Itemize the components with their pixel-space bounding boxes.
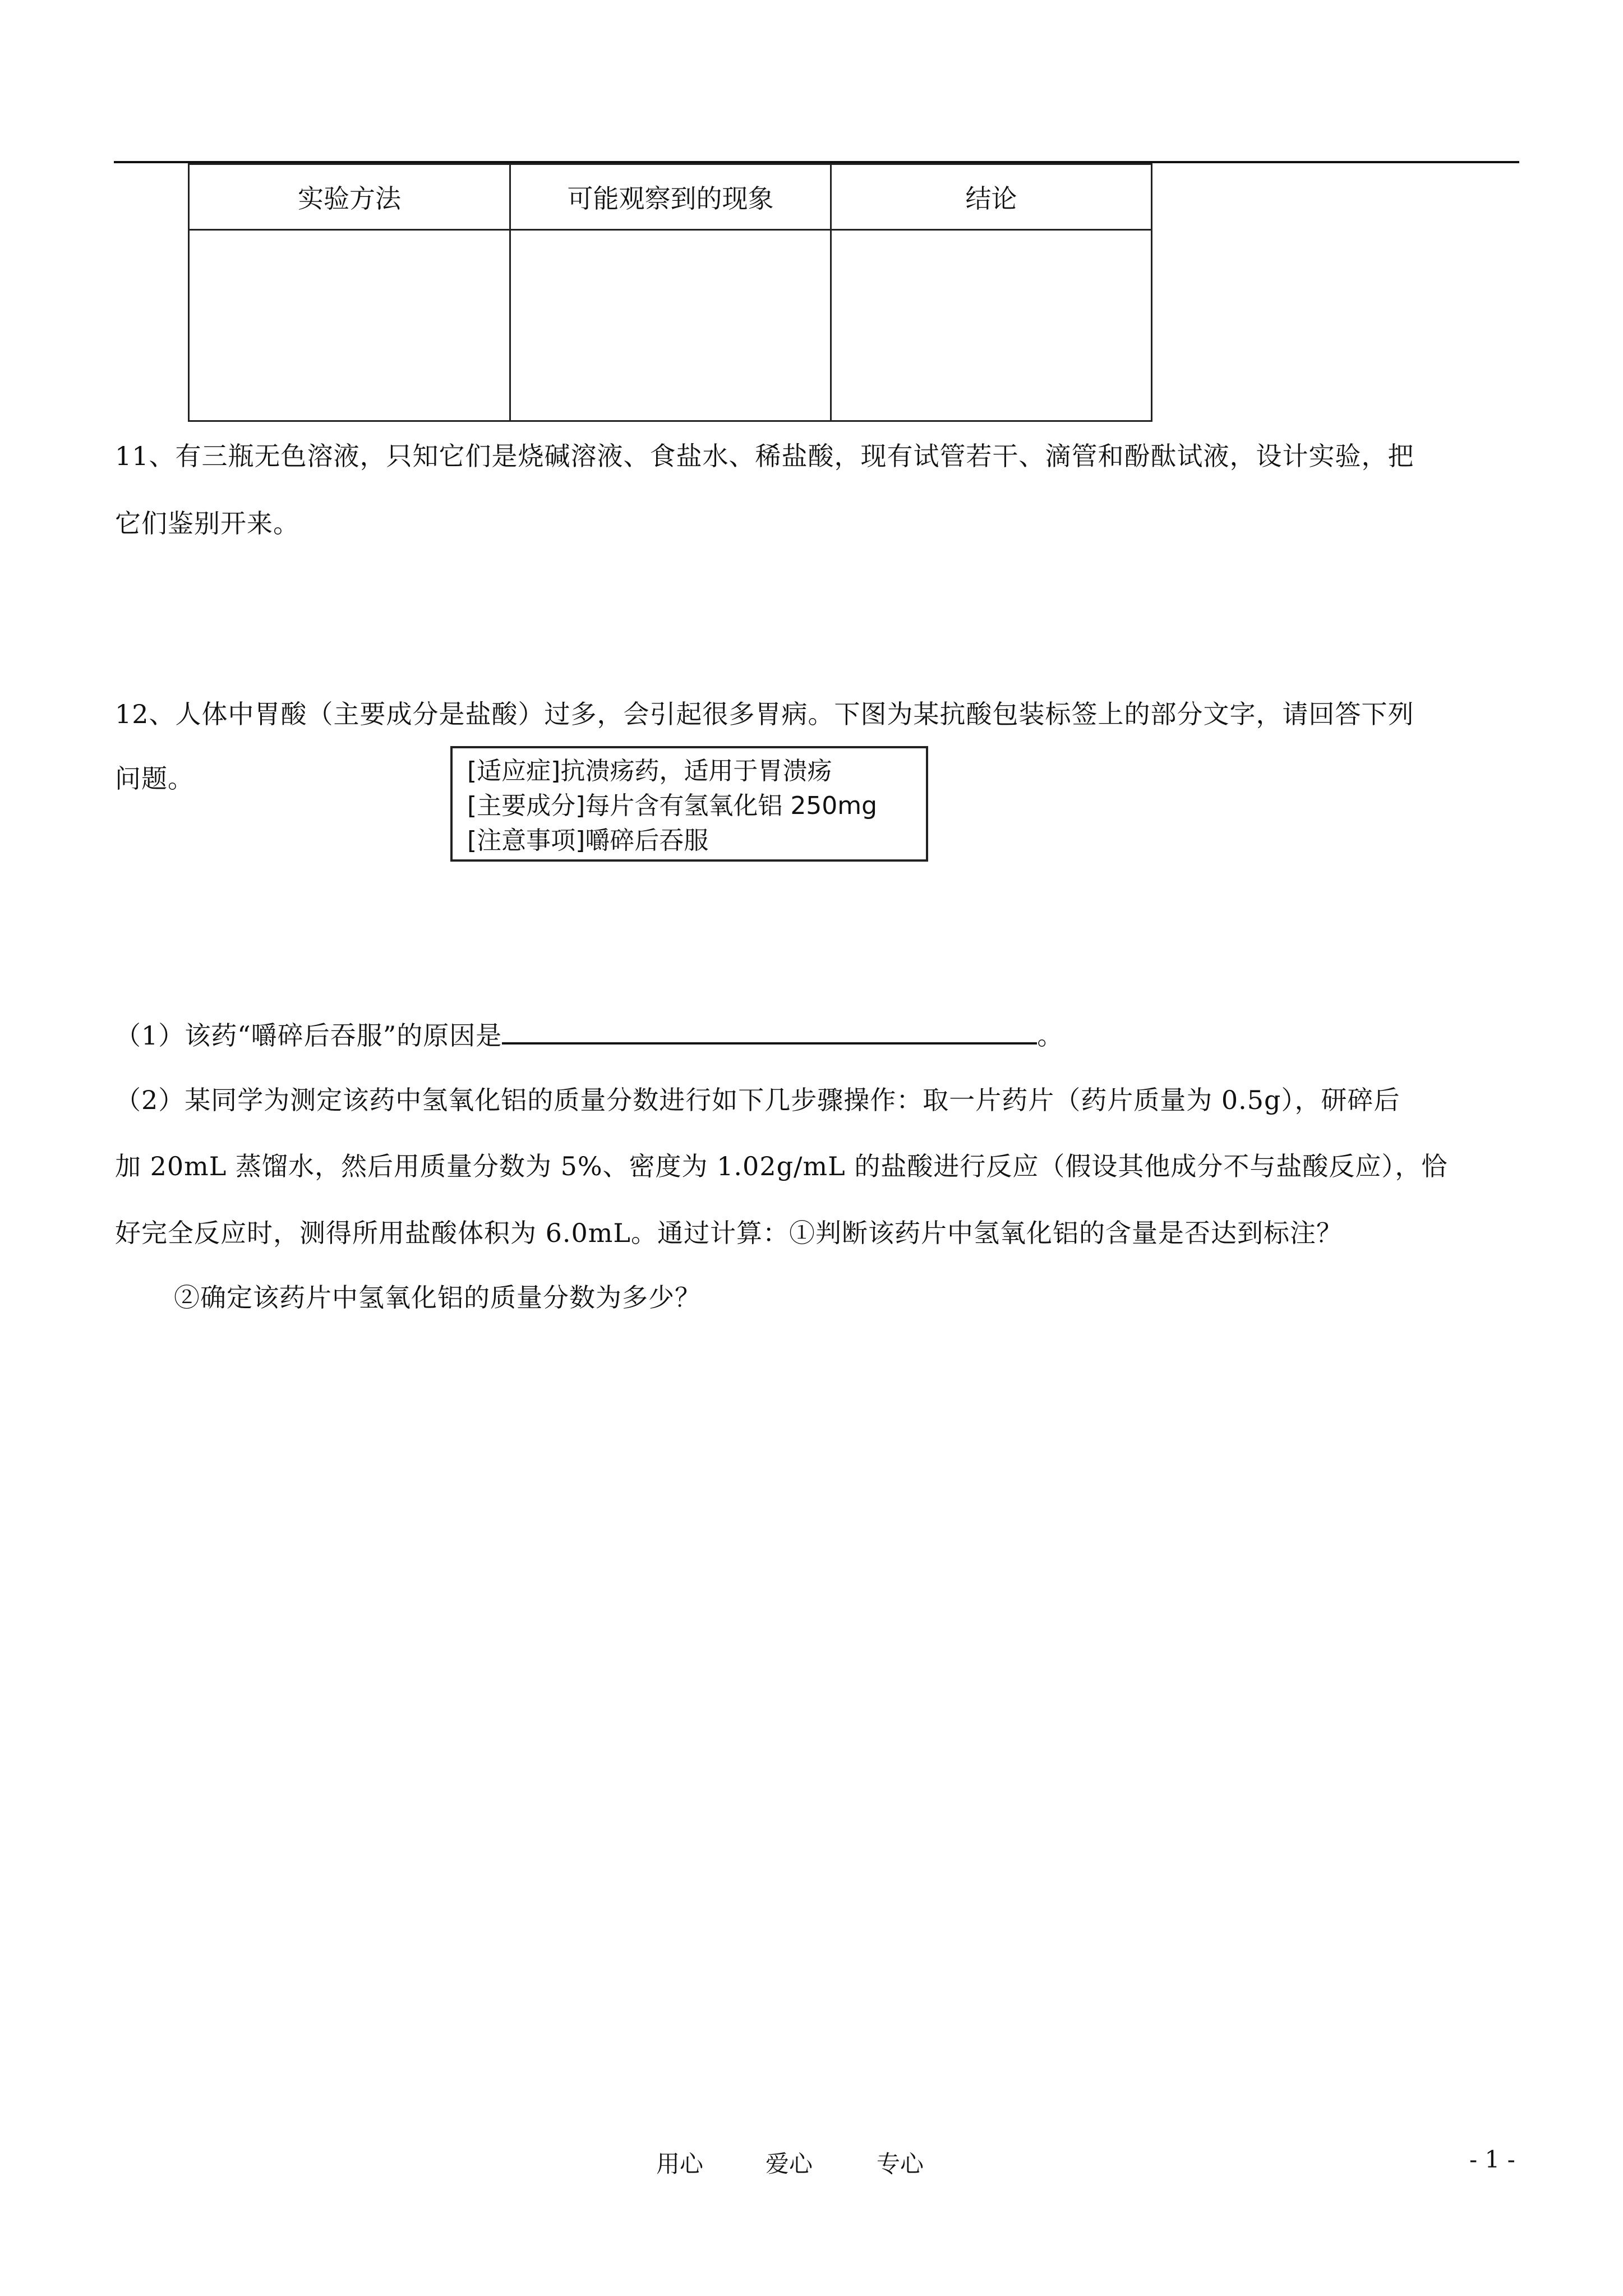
q12-sub2-line1: （2）某同学为测定该药中氢氧化铝的质量分数进行如下几步骤操作：取一片药片（药片质量为 0.5g），研碎后 xyxy=(115,1085,1400,1115)
q12-line1: 12、人体中胃酸（主要成分是盐酸）过多，会引起很多胃病。下图为某抗酸包装标签上的部分文字，请回答下列 xyxy=(115,699,1414,729)
table-cell-phenomenon[interactable] xyxy=(510,230,831,421)
answer-blank[interactable] xyxy=(502,1020,1037,1045)
label-notice: [注意事项]嚼碎后吞服 xyxy=(467,826,709,855)
table-answer-row xyxy=(189,230,1152,421)
q12-sub2-line2: 加 20mL 蒸馏水，然后用质量分数为 5%、密度为 1.02g/mL 的盐酸进行反应（假设其他成分不与盐酸反应），恰 xyxy=(115,1151,1448,1181)
page-number: - 1 - xyxy=(1469,2146,1515,2173)
experiment-table xyxy=(188,163,1152,422)
label-indication: [适应症]抗溃疡药，适用于胃溃疡 xyxy=(467,757,832,785)
footer-motto-3: 专心 xyxy=(877,2150,924,2178)
q12-sub1 xyxy=(115,1020,1064,1051)
medicine-label xyxy=(450,746,928,862)
table-cell-method[interactable] xyxy=(189,230,510,421)
table-header-phenomenon: 可能观察到的现象 xyxy=(510,164,831,230)
table-header-row xyxy=(189,164,1152,230)
table-cell-conclusion[interactable] xyxy=(831,230,1152,421)
q12-line2: 问题。 xyxy=(115,763,194,794)
q12-sub2-line4: ②确定该药片中氢氧化铝的质量分数为多少？ xyxy=(174,1282,701,1313)
footer-motto-1: 用心 xyxy=(656,2150,704,2178)
q11-line1: 11、有三瓶无色溶液，只知它们是烧碱溶液、食盐水、稀盐酸，现有试管若干、滴管和酚酞试液，设计实验，把 xyxy=(115,441,1414,471)
q11-line2: 它们鉴别开来。 xyxy=(115,508,299,539)
footer-motto-2: 爱心 xyxy=(766,2150,813,2178)
q12-sub1-prefix: （1）该药“嚼碎后吞服”的原因是 xyxy=(115,1020,502,1051)
table-header-conclusion: 结论 xyxy=(831,164,1152,230)
q12-sub1-suffix: 。 xyxy=(1037,1020,1064,1051)
q12-sub2-line3: 好完全反应时，测得所用盐酸体积为 6.0mL。通过计算：①判断该药片中氢氧化铝的含量是否达到标注？ xyxy=(115,1218,1343,1248)
label-ingredient: [主要成分]每片含有氢氧化铝 250mg xyxy=(467,792,878,820)
table-header-method: 实验方法 xyxy=(189,164,510,230)
